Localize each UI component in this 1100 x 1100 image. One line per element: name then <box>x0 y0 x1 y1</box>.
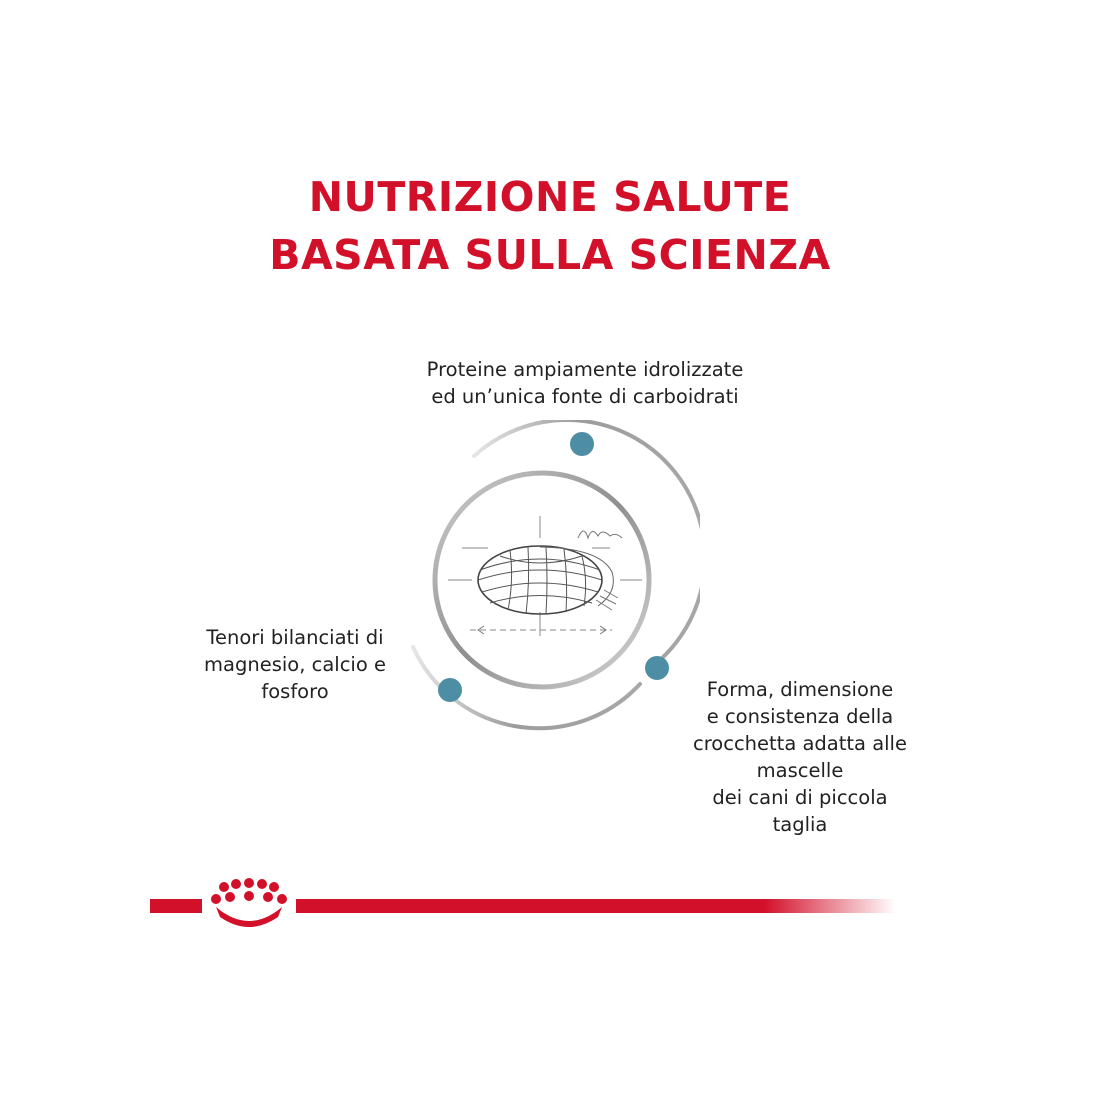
dot-left <box>438 678 462 702</box>
brand-line-left <box>150 899 202 913</box>
kibble-diagram <box>400 420 700 740</box>
brand-line-right <box>296 899 896 913</box>
feature-right-line-4: mascelle <box>756 759 844 782</box>
title-line-2: BASATA SULLA SCIENZA <box>269 231 831 279</box>
feature-top-line-1: Proteine ampiamente idrolizzate <box>426 358 744 381</box>
feature-right-line-6: taglia <box>772 813 828 836</box>
page-title <box>0 168 1100 284</box>
brand-bar <box>150 875 900 935</box>
feature-left-line-1: Tenori bilanciati di <box>206 626 384 649</box>
feature-left-line-3: fosforo <box>261 680 329 703</box>
dot-right <box>645 656 669 680</box>
feature-right-line-5: dei cani di piccola <box>712 786 888 809</box>
feature-top-protein <box>350 356 820 410</box>
feature-right-line-1: Forma, dimensione <box>706 678 894 701</box>
feature-left-minerals <box>170 624 420 705</box>
dot-top <box>570 432 594 456</box>
title-line-1: NUTRIZIONE SALUTE <box>308 173 792 221</box>
feature-top-line-2: ed un’unica fonte di carboidrati <box>431 385 739 408</box>
feature-left-line-2: magnesio, calcio e <box>204 653 386 676</box>
feature-right-line-3: crocchetta adatta alle <box>693 732 907 755</box>
feature-right-line-2: e consistenza della <box>706 705 894 728</box>
crown-logo-icon <box>211 878 287 927</box>
